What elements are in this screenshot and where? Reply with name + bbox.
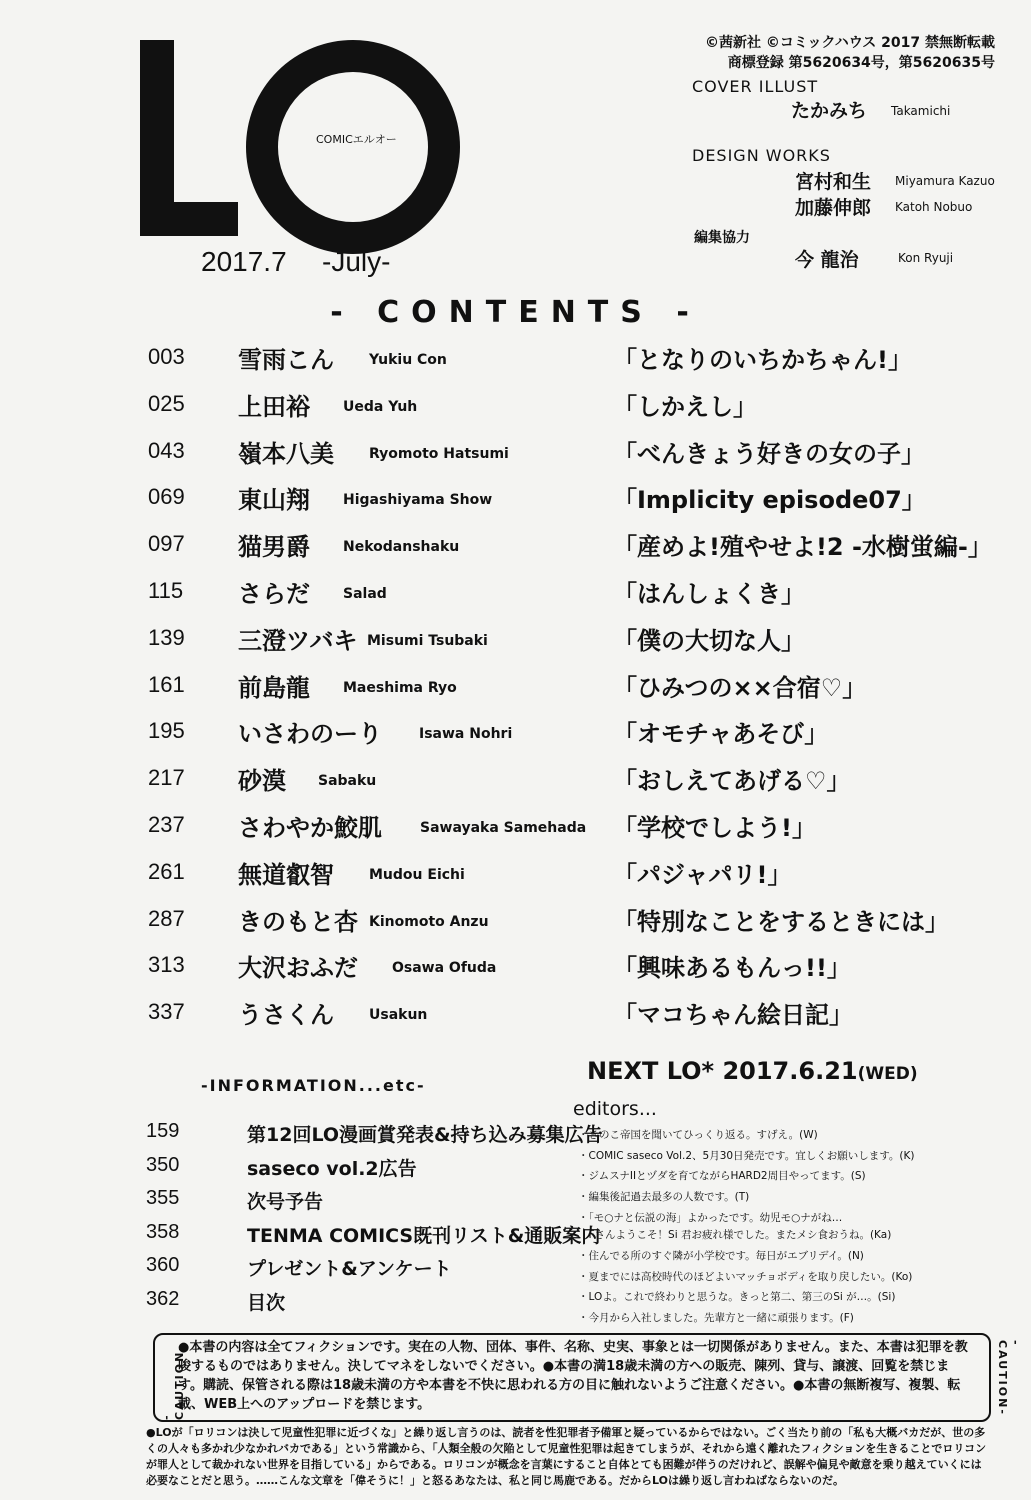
toc-page-number: 313: [148, 952, 185, 978]
toc-author: 上田裕: [238, 392, 310, 421]
toc-story-title: 「しかえし」: [613, 392, 757, 421]
toc-page-number: 161: [148, 671, 185, 697]
toc-author: 東山翔: [238, 486, 310, 515]
toc-story-title: 「となりのいちかちゃん!」: [613, 346, 912, 374]
toc-story-title: 「僕の大切な人」: [613, 626, 805, 655]
editorial-support-en: Kon Ryuji: [898, 251, 954, 265]
toc-story-title: 「興味あるもんっ!!」: [613, 954, 851, 983]
info-heading: -INFORMATION...etc-: [201, 1076, 426, 1095]
next-issue-date: NEXT LO* 2017.6.21: [587, 1057, 858, 1085]
info-page-number: 360: [146, 1254, 180, 1276]
toc-page-number: 139: [148, 624, 185, 650]
caution-label-right: -CAUTION-: [996, 1340, 1022, 1416]
cover-illust-label: COVER ILLUST: [692, 77, 819, 96]
toc-author-romaji: Nekodanshaku: [343, 539, 460, 556]
toc-author-romaji: Misumi Tsubaki: [367, 632, 488, 649]
toc-page-number: 097: [148, 531, 185, 557]
toc-author: 前島龍: [238, 673, 310, 702]
info-item-text: プレゼント&アンケート: [247, 1258, 452, 1280]
editor-note: ・COMIC saseco Vol.2、5月30日発売です。宜しくお願いします。(K): [578, 1150, 915, 1162]
editor-note: ・編集後記過去最多の人数です。(T): [578, 1191, 750, 1203]
toc-page-number: 195: [148, 718, 185, 744]
toc-page-number: 217: [148, 765, 185, 791]
toc-author: 大沢おふだ: [238, 954, 358, 983]
toc-page-number: 069: [148, 484, 185, 510]
designer-1-jp: 宮村和生: [795, 171, 872, 193]
editor-note: ・ジムスナIIとヅダを育てながらHARD2周目やってます。(S): [578, 1170, 866, 1182]
toc-story-title: 「産めよ!殖やせよ!2 -水樹蛍編-」: [613, 533, 992, 562]
toc-page-number: 043: [148, 437, 185, 463]
toc-story-title: 「マコちゃん絵日記」: [613, 1001, 853, 1030]
toc-author-romaji: Usakun: [369, 1007, 428, 1024]
logo-letter-o: [246, 40, 460, 254]
editorial-support-label: 編集協力: [694, 230, 750, 246]
toc-author-romaji: Higashiyama Show: [343, 492, 493, 509]
logo-letter-l: [140, 40, 238, 236]
toc-author-romaji: Kinomoto Anzu: [369, 913, 489, 930]
editor-note: ・LOよ。これで終わりと思うな。きっと第二、第三のSi が…。(Si): [578, 1291, 896, 1303]
next-issue: [587, 1057, 918, 1085]
copyright-line-1: ©茜新社 ©コミックハウス 2017 禁無断転載: [704, 35, 995, 51]
info-item-text: 第12回LO漫画賞発表&持ち込み募集広告: [247, 1124, 603, 1146]
toc-page-number: 115: [148, 578, 184, 603]
toc-author-romaji: Isawa Nohri: [419, 726, 513, 743]
toc-author-romaji: Salad: [343, 586, 387, 602]
toc-story-title: 「べんきょう好きの女の子」: [613, 439, 925, 468]
contents-heading: - CONTENTS -: [330, 295, 701, 330]
editor-note: ・今月から入社しました。先輩方と一緒に頑張ります。(F): [578, 1312, 854, 1324]
designer-2-en: Katoh Nobuo: [895, 200, 973, 214]
toc-author: うさくん: [238, 1001, 334, 1030]
toc-author: 雪雨こん: [238, 346, 334, 374]
toc-page-number: 003: [148, 344, 185, 369]
toc-author-romaji: Yukiu Con: [369, 352, 447, 368]
next-issue-day: (WED): [857, 1064, 918, 1084]
logo-subtitle: COMICエルオー: [316, 133, 397, 146]
info-page-number: 159: [146, 1120, 180, 1142]
designer-1-en: Miyamura Kazuo: [895, 174, 995, 188]
info-item-text: saseco vol.2広告: [247, 1157, 417, 1180]
editor-note: ・きのこ帝国を聞いてひっくり返る。すげえ。(W): [578, 1129, 818, 1141]
toc-author-romaji: Ueda Yuh: [343, 398, 418, 415]
toc-story-title: 「学校でしよう!」: [613, 814, 816, 842]
toc-page-number: 025: [148, 390, 185, 416]
cover-artist-jp: たかみち: [791, 100, 868, 122]
designer-2-jp: 加藤伸郎: [795, 197, 872, 219]
issue-month: -July-: [322, 246, 391, 277]
toc-author-romaji: Mudou Eichi: [369, 866, 465, 883]
toc-story-title: 「オモチャあそび」: [613, 720, 829, 749]
copyright-line-2: 商標登録 第5620634号，第5620635号: [727, 55, 995, 71]
info-page-number: 362: [146, 1287, 180, 1310]
toc-author-romaji: Sawayaka Samehada: [420, 820, 587, 836]
toc-author-romaji: Sabaku: [318, 773, 377, 790]
editorial-support-jp: 今 龍治: [795, 249, 859, 271]
info-page-number: 350: [146, 1153, 180, 1176]
caution-label-left: -CAUTION-: [160, 1344, 186, 1420]
design-works-label: DESIGN WORKS: [692, 146, 831, 165]
editor-note: Fさんようこそ！Si 君お疲れ様でした。またメシ食おうね。(Ka): [578, 1229, 892, 1241]
toc-author-romaji: Ryomoto Hatsumi: [369, 445, 509, 462]
editor-note: ・夏までには高校時代のほどよいマッチョボディを取り戻したい。(Ko): [578, 1271, 913, 1283]
toc-page-number: 337: [148, 999, 185, 1025]
toc-author: さわやか鮫肌: [238, 814, 382, 842]
toc-page-number: 237: [148, 812, 185, 837]
editor-note: ・住んでる所のすぐ隣が小学校です。毎日がエブリデイ。(N): [578, 1250, 864, 1262]
toc-author: さらだ: [238, 580, 310, 608]
toc-story-title: 「ひみつの××合宿♡」: [613, 673, 867, 702]
toc-author-romaji: Osawa Ofuda: [392, 960, 497, 977]
toc-author: きのもと杏: [238, 907, 358, 936]
toc-story-title: 「はんしょくき」: [613, 580, 805, 608]
cover-artist-en: Takamichi: [891, 104, 951, 118]
issue-date: 2017.7: [201, 246, 287, 277]
toc-story-title: 「おしえてあげる♡」: [613, 767, 851, 796]
info-page-number: 355: [146, 1187, 180, 1209]
toc-story-title: 「Implicity episode07」: [613, 486, 926, 515]
toc-page-number: 287: [148, 905, 185, 931]
info-item-text: 目次: [247, 1291, 286, 1314]
toc-author: 砂漠: [238, 767, 286, 796]
toc-story-title: 「パジャパリ!」: [613, 860, 792, 889]
toc-author: 無道叡智: [238, 860, 334, 889]
caution-text: ●本書の内容は全てフィクションです。実在の人物、団体、事件、名称、史実、事象とは一切関係がありません。また、本書は犯罪を教唆するものではありません。決してマネをしないでください。●本書の満18歳未満の方への販売、陳列、貸与、譲渡、回覧を禁じます。購読、保管される際は18歳未満の方や本書を不快に思われる方の目に触れないようご注意ください。●本書の無断複写、複製、転載、WEB上へのアップロードを禁じます。: [178, 1340, 968, 1412]
toc-author: いさわのーり: [238, 720, 382, 749]
toc-author-romaji: Maeshima Ryo: [343, 679, 457, 696]
info-page-number: 358: [146, 1220, 180, 1243]
toc-author: 嶺本八美: [238, 439, 334, 468]
toc-author: 猫男爵: [238, 533, 310, 562]
toc-story-title: 「特別なことをするときには」: [613, 907, 949, 936]
footer-note: ●LOが「ロリコンは決して児童性犯罪に近づくな」と繰り返し言うのは、読者を性犯罪者予備軍と疑っているからではない。ごく当たり前の「私も大概バカだが、世の多くの人々も多かれ少なかれバカである」という常識から、「人類全般の欠陥として児童性犯罪は起きてしまうが、それから遠く離れたフィクションを生きることでロリコンが罪人として裁かれない世界を目指している」からである。ロリコンが概念を言葉にすること自体とても困難が伴うのだけれど、誤解や偏見や敵意を乗り越えていくには必要なことだと思う。……こんな文章を「偉そうに！」と怒るあなたは、私と同じ馬鹿である。だからLOは繰り返し言わねばならないのだ。: [146, 1426, 987, 1487]
editors-heading: editors...: [573, 1098, 657, 1120]
editor-note: ・「モ○ナと伝説の海」よかったです。幼児モ○ナがね…: [578, 1212, 843, 1224]
info-item-text: TENMA COMICS既刊リスト&通販案内: [247, 1224, 601, 1247]
toc-author: 三澄ツバキ: [238, 626, 358, 655]
toc-page-number: 261: [148, 858, 185, 884]
info-item-text: 次号予告: [247, 1191, 324, 1213]
